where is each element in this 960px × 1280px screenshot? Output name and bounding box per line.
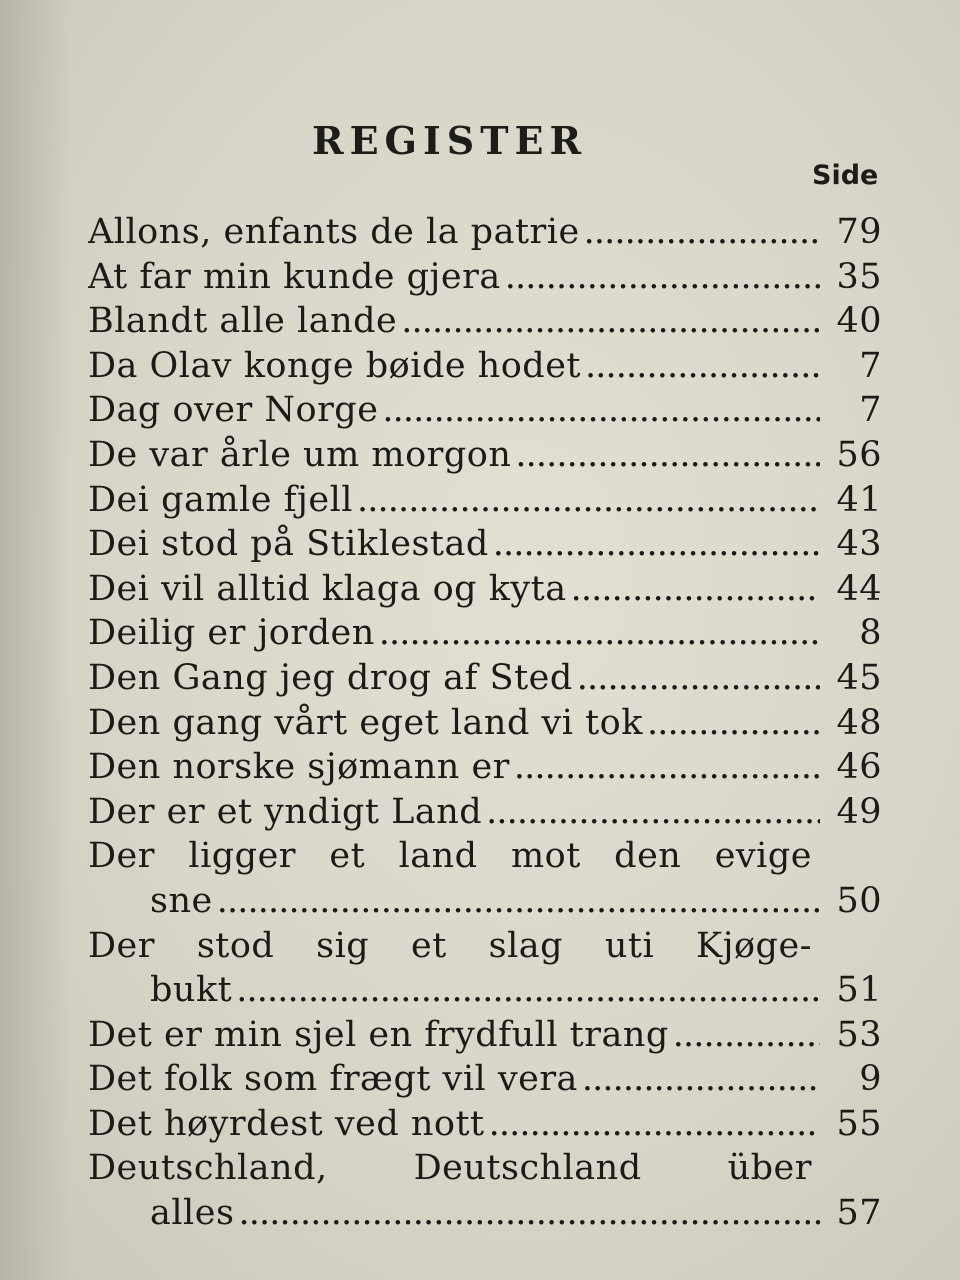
list-item — [88, 1146, 882, 1235]
list-item — [88, 210, 882, 255]
dot-leader — [375, 611, 820, 656]
entry-page: 35 — [836, 256, 882, 297]
dot-leader — [482, 790, 820, 835]
entry-title: At far min kunde gjera — [88, 256, 501, 297]
entry-title: Deilig er jorden — [88, 613, 375, 654]
entry-title: Dei vil alltid klaga og kyta — [88, 568, 567, 609]
entry-title-line2: alles — [150, 1193, 235, 1234]
entry-title: Det er min sjel en frydfull trang — [88, 1014, 669, 1055]
entry-page: 50 — [836, 880, 882, 921]
entry-page: 40 — [836, 301, 882, 342]
entry-title: De var årle um morgon — [88, 434, 512, 475]
entry-title: Dag over Norge — [88, 390, 379, 431]
dot-leader — [378, 388, 820, 433]
entry-page: 79 — [836, 212, 882, 252]
list-item — [88, 790, 882, 835]
entry-title: Den Gang jeg drog af Sted — [88, 657, 573, 698]
list-item — [88, 567, 882, 612]
entry-title-line1: Der stod sig et slag uti Kjøge- — [88, 925, 812, 966]
list-item — [88, 924, 882, 1013]
entry-page: 49 — [836, 791, 882, 832]
entry-title: Der er et yndigt Land — [88, 791, 483, 832]
dot-leader — [643, 701, 820, 746]
dot-leader — [397, 299, 820, 344]
entry-title: Det folk som frægt vil vera — [88, 1059, 578, 1100]
list-item — [88, 745, 882, 790]
entry-page: 7 — [859, 345, 882, 386]
entry-page: 46 — [836, 747, 882, 788]
entry-title-line2: bukt — [150, 970, 233, 1011]
entry-title: Dei stod på Stiklestad — [88, 524, 489, 565]
dot-leader — [213, 879, 820, 924]
entry-page: 7 — [859, 390, 882, 431]
entry-page: 43 — [836, 524, 882, 565]
list-item — [88, 344, 882, 389]
dot-leader — [489, 522, 820, 567]
entry-page: 57 — [836, 1193, 882, 1234]
list-item — [88, 1013, 882, 1058]
list-item — [88, 834, 882, 923]
dot-leader — [573, 656, 820, 701]
list-item — [88, 611, 882, 656]
dot-leader — [485, 1102, 820, 1147]
page-column-label: Side — [812, 160, 879, 191]
entry-title-line1: Der ligger et land mot den evige — [88, 836, 812, 877]
dot-leader — [232, 968, 820, 1013]
entry-page: 55 — [836, 1103, 882, 1144]
list-item — [88, 299, 882, 344]
page-gutter-shadow — [0, 0, 70, 1280]
entry-page: 51 — [836, 970, 882, 1011]
dot-leader — [580, 210, 820, 255]
entry-title: Blandt alle lande — [88, 301, 398, 342]
entry-title: Den norske sjømann er — [88, 747, 510, 788]
entry-page: 44 — [836, 568, 882, 609]
page-title: REGISTER — [312, 118, 588, 163]
list-item — [88, 388, 882, 433]
entry-page: 56 — [836, 434, 882, 475]
entry-title-line1: Deutschland, Deutschland über — [88, 1148, 812, 1189]
dot-leader — [567, 567, 820, 612]
entry-title-line2: sne — [150, 880, 213, 921]
list-item — [88, 701, 882, 746]
list-item — [88, 255, 882, 300]
dot-leader — [669, 1013, 820, 1058]
dot-leader — [511, 433, 820, 478]
dot-leader — [501, 255, 820, 300]
list-item — [88, 478, 882, 523]
entry-title: Allons, enfants de la patrie — [88, 212, 580, 252]
dot-leader — [581, 344, 820, 389]
register-list — [88, 210, 882, 1236]
list-item — [88, 433, 882, 478]
dot-leader — [353, 478, 820, 523]
entry-title: Dei gamle fjell — [88, 479, 353, 520]
entry-page: 9 — [859, 1059, 882, 1100]
entry-title: Det høyrdest ved nott — [88, 1103, 485, 1144]
dot-leader — [578, 1057, 820, 1102]
dot-leader — [510, 745, 820, 790]
list-item — [88, 1102, 882, 1147]
entry-page: 8 — [859, 613, 882, 654]
dot-leader — [234, 1191, 820, 1236]
list-item — [88, 1057, 882, 1102]
entry-page: 41 — [836, 479, 882, 520]
entry-title: Den gang vårt eget land vi tok — [88, 702, 643, 743]
list-item — [88, 522, 882, 567]
entry-page: 48 — [836, 702, 882, 743]
list-item — [88, 656, 882, 701]
entry-page: 53 — [836, 1014, 882, 1055]
entry-title: Da Olav konge bøide hodet — [88, 345, 581, 386]
entry-page: 45 — [836, 657, 882, 698]
